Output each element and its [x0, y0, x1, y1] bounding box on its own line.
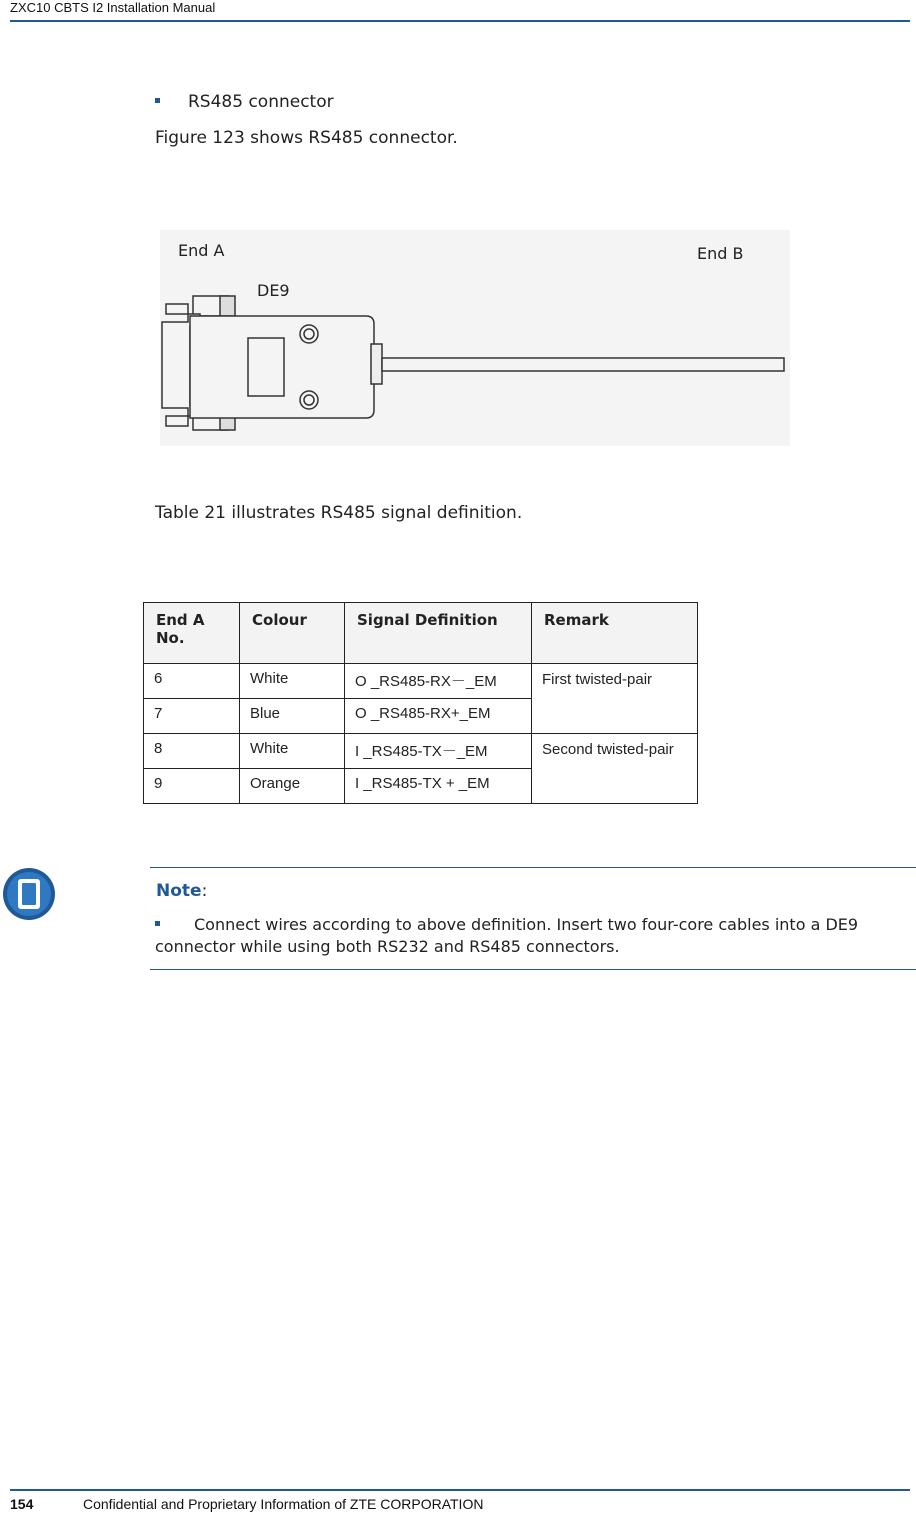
lower-screw-inner — [304, 395, 314, 405]
header-remark: Remark — [532, 603, 698, 664]
note-bullet-icon — [155, 921, 160, 926]
cell-pin: 9 — [144, 769, 240, 804]
header-colour: Colour — [240, 603, 345, 664]
table-row — [144, 664, 698, 699]
bullet-square-icon — [155, 98, 160, 103]
header-signal-definition: Signal Definition — [345, 603, 532, 664]
note-text — [155, 914, 915, 958]
page-number: 154 — [10, 1496, 34, 1512]
top-screw-head — [220, 296, 235, 316]
cell-colour: White — [240, 664, 345, 699]
rs485-connector-figure — [160, 230, 790, 446]
cell-signal: I _RS485-TX－_EM — [345, 734, 532, 769]
header-title: ZXC10 CBTS I2 Installation Manual — [10, 0, 216, 15]
cell-remark: First twisted-pair — [532, 664, 698, 734]
note-label — [156, 881, 207, 901]
table-row — [144, 734, 698, 769]
cell-remark: Second twisted-pair — [532, 734, 698, 804]
upper-screw-inner — [304, 329, 314, 339]
cell-colour: Orange — [240, 769, 345, 804]
header-end-a-no: End A No. — [144, 603, 240, 664]
table-intro: Table 21 illustrates RS485 signal definition. — [155, 503, 523, 523]
cell-colour: White — [240, 734, 345, 769]
section-heading-text: RS485 connector — [188, 92, 334, 112]
cell-colour: Blue — [240, 699, 345, 734]
cell-pin: 8 — [144, 734, 240, 769]
footer-rule — [10, 1489, 910, 1491]
note-icon-screen — [22, 883, 36, 905]
cell-signal: I _RS485-TX + _EM — [345, 769, 532, 804]
cell-signal: O _RS485-RX－_EM — [345, 664, 532, 699]
figure-intro: Figure 123 shows RS485 connector. — [155, 128, 458, 148]
note-body: Connect wires according to above definition. Insert two four-core cables into a DE9 connector while using both RS232 and RS485 connectors. — [155, 915, 859, 956]
cell-pin: 7 — [144, 699, 240, 734]
signal-definition-table — [143, 602, 698, 804]
note-label-colon: : — [201, 881, 208, 901]
de9-label: DE9 — [257, 281, 290, 300]
strain-relief — [371, 344, 382, 384]
footer-text: Confidential and Proprietary Information of ZTE CORPORATION — [83, 1496, 484, 1512]
note-bottom-rule — [150, 969, 916, 970]
table-header-row — [144, 603, 698, 664]
end-a-label: End A — [178, 241, 225, 260]
section-heading — [155, 92, 334, 112]
top-tab — [166, 304, 188, 314]
pin-window — [248, 338, 284, 396]
cable — [382, 358, 784, 371]
cell-pin: 6 — [144, 664, 240, 699]
cell-signal: O _RS485-RX+_EM — [345, 699, 532, 734]
note-top-rule — [150, 867, 916, 868]
header-rule — [10, 20, 910, 22]
bottom-tab — [166, 416, 188, 426]
note-label-text: Note — [156, 881, 202, 901]
note-icon — [2, 867, 56, 921]
end-b-label: End B — [697, 244, 744, 263]
